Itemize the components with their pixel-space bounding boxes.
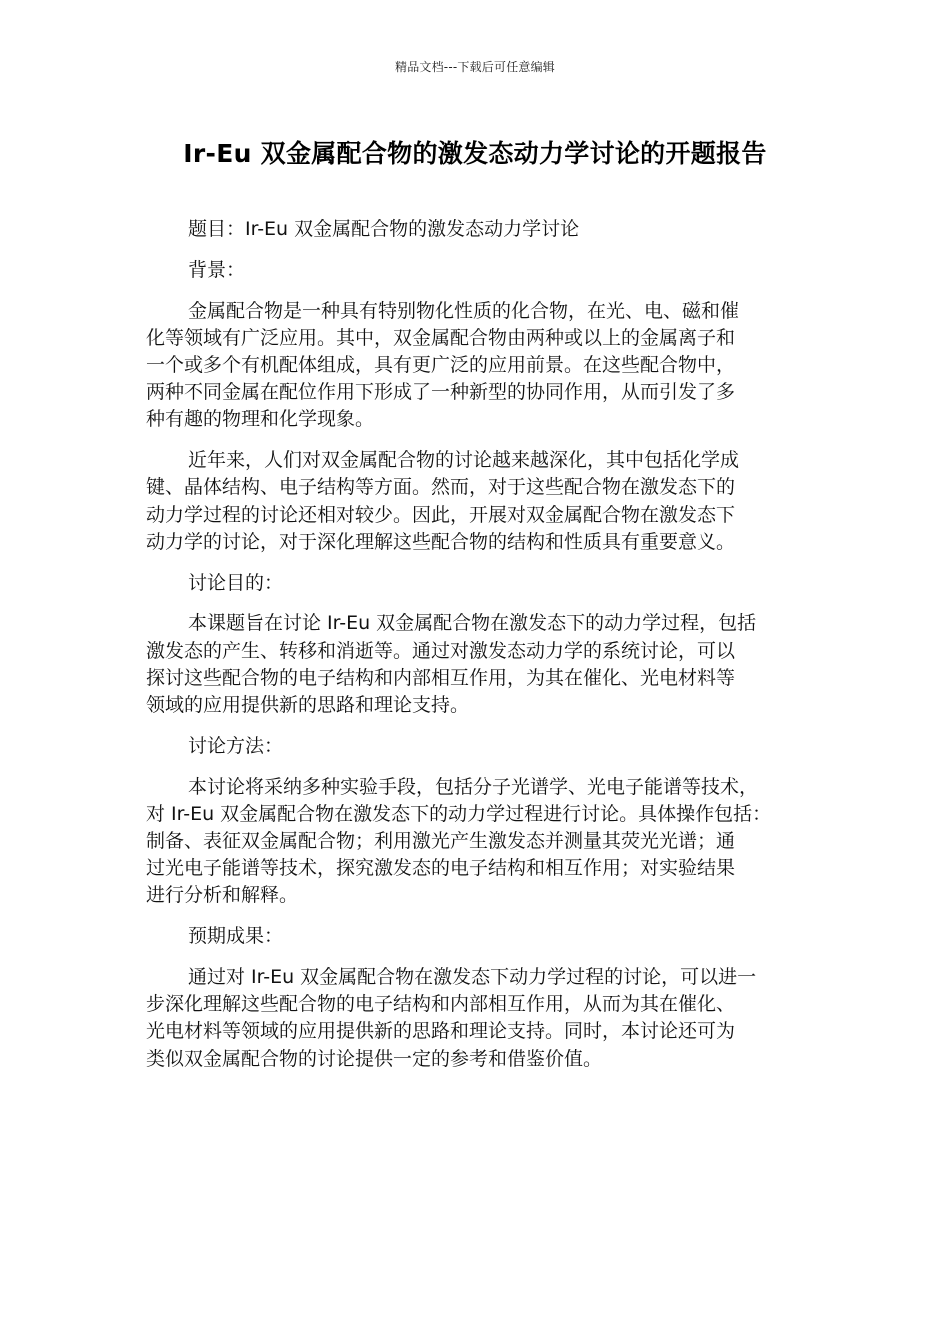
method-heading: 讨论方法： — [188, 734, 284, 757]
text-line: 激发态的产生、转移和消逝等。通过对激发态动力学的系统讨论，可以 — [146, 639, 736, 662]
method-heading-paragraph — [146, 733, 808, 760]
text-line: 金属配合物是一种具有特别物化性质的化合物，在光、电、磁和催 — [188, 299, 740, 322]
text-line: 动力学过程的讨论还相对较少。因此，开展对双金属配合物在激发态下 — [146, 503, 736, 526]
text-line: 类似双金属配合物的讨论提供一定的参考和借鉴价值。 — [146, 1047, 603, 1070]
text-line: 制备、表征双金属配合物；利用激光产生激发态并测量其荧光光谱；通 — [146, 830, 736, 853]
text-line: 键、晶体结构、电子结构等方面。然而，对于这些配合物在激发态下的 — [146, 476, 736, 499]
text-line: 一个或多个有机配体组成，具有更广泛的应用前景。在这些配合物中， — [146, 354, 736, 376]
text-line: 步深化理解这些配合物的电子结构和内部相互作用，从而为其在催化、 — [146, 993, 736, 1016]
background-paragraph-1 — [146, 298, 808, 434]
text-line: 探讨这些配合物的电子结构和内部相互作用，为其在催化、光电材料等 — [146, 666, 736, 689]
text-line: 两种不同金属在配位作用下形成了一种新型的协同作用，从而引发了多 — [146, 381, 736, 404]
text-line: 领域的应用提供新的思路和理论支持。 — [146, 694, 470, 717]
document-title: Ir-Eu 双金属配合物的激发态动力学讨论的开题报告 — [183, 139, 767, 168]
background-heading: 背景： — [188, 258, 246, 281]
text-line: 过光电子能谱等技术，探究激发态的电子结构和相互作用；对实验结果 — [146, 857, 736, 880]
text-line: 对 Ir-Eu 双金属配合物在激发态下的动力学过程进行讨论。具体操作包括： — [146, 802, 772, 825]
topic-line: 题目：Ir-Eu 双金属配合物的激发态动力学讨论 — [188, 218, 580, 240]
header-note: 精品文档---下载后可任意编辑 — [395, 60, 555, 74]
text-line: 光电材料等领域的应用提供新的思路和理论支持。同时，本讨论还可为 — [146, 1020, 736, 1043]
document-body — [146, 216, 808, 1086]
background-heading-paragraph — [146, 257, 808, 284]
topic-paragraph — [146, 216, 808, 243]
purpose-heading-paragraph — [146, 570, 808, 597]
results-paragraph — [146, 964, 808, 1073]
purpose-heading: 讨论目的： — [188, 571, 284, 594]
text-line: 种有趣的物理和化学现象。 — [146, 408, 375, 431]
text-line: 化等领域有广泛应用。其中，双金属配合物由两种或以上的金属离子和 — [146, 326, 736, 349]
text-line: 本课题旨在讨论 Ir-Eu 双金属配合物在激发态下的动力学过程，包括 — [188, 612, 757, 635]
results-heading: 预期成果： — [188, 925, 284, 948]
results-heading-paragraph — [146, 923, 808, 950]
background-paragraph-2 — [146, 447, 808, 556]
text-line: 本讨论将采纳多种实验手段，包括分子光谱学、光电子能谱等技术， — [188, 775, 759, 798]
text-line: 近年来，人们对双金属配合物的讨论越来越深化，其中包括化学成 — [188, 449, 740, 472]
text-line: 通过对 Ir-Eu 双金属配合物在激发态下动力学过程的讨论，可以进一 — [188, 966, 757, 989]
purpose-paragraph — [146, 610, 808, 719]
text-line: 动力学的讨论，对于深化理解这些配合物的结构和性质具有重要意义。 — [146, 530, 736, 553]
method-paragraph — [146, 774, 808, 910]
text-line: 进行分析和解释。 — [146, 884, 299, 907]
